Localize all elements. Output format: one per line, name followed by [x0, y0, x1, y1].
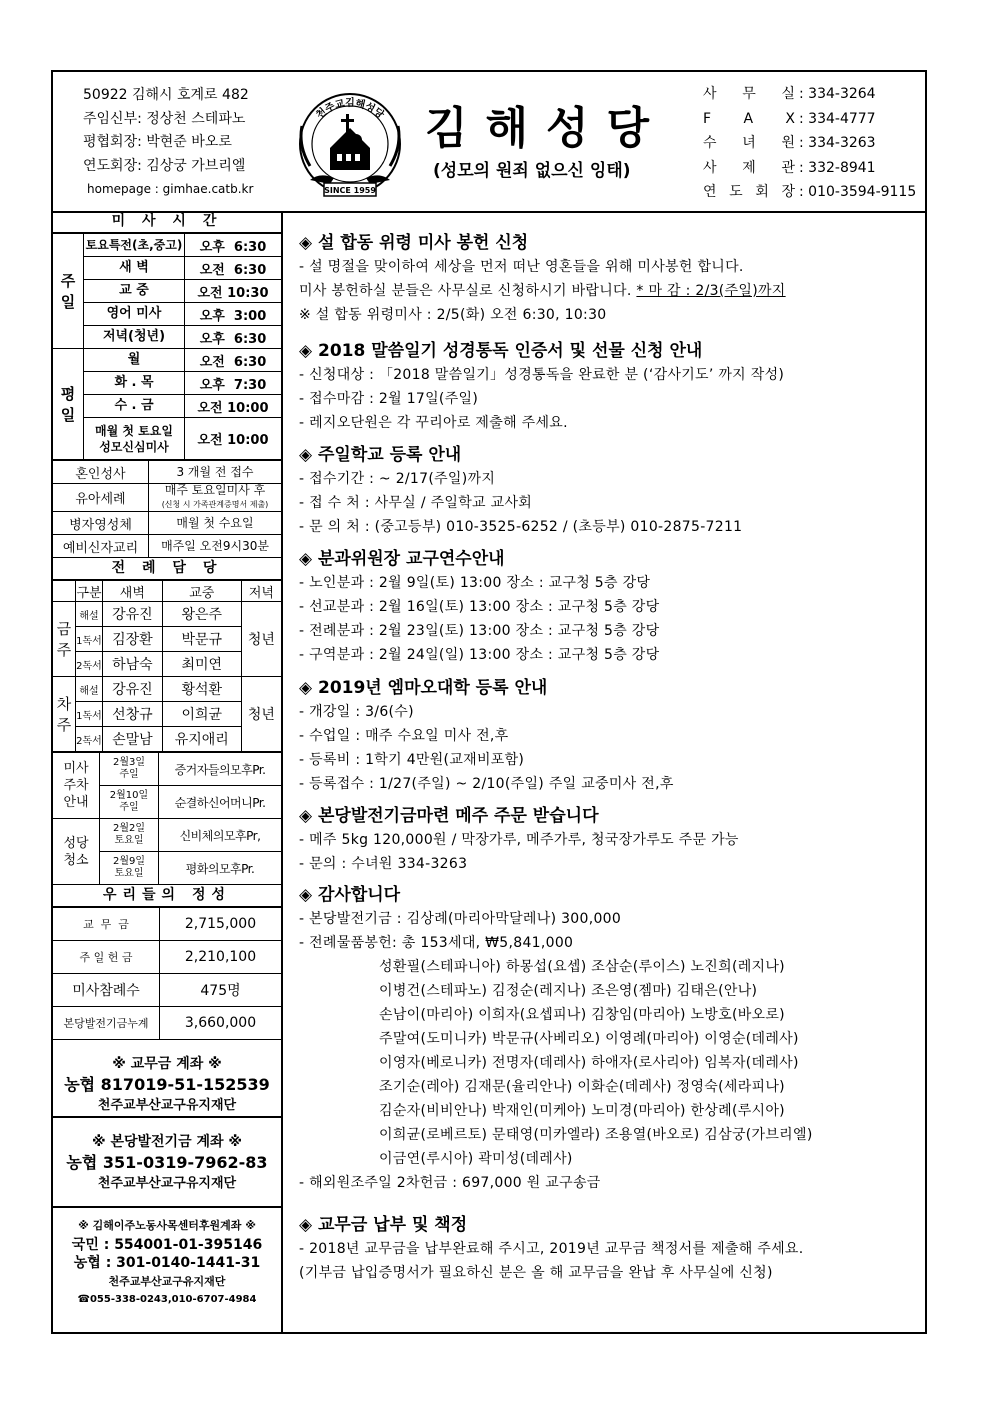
mass-time: 오전 10:00	[185, 395, 282, 418]
sacrament-value: 매주 토요일미사 후 (신청 시 가족관계증명서 제출)	[149, 484, 282, 512]
left-sidebar	[53, 211, 283, 1334]
liturgy-week-label: 금 주	[53, 602, 76, 677]
notice-deadline: * 마 감 : 2/3(주일)까지	[636, 283, 786, 299]
offering-value: 2,210,100	[160, 941, 282, 974]
offerings-table	[53, 907, 281, 1040]
sacrament-value: 3 개월 전 접수	[149, 461, 282, 484]
mass-time: 오후 6:30	[185, 234, 282, 257]
notice-line: - 레지오단원은 각 꾸리아로 제출해 주세요.	[299, 415, 568, 431]
notice-section	[299, 1213, 804, 1285]
liturgy-dawn: 강유진	[103, 677, 163, 702]
contact-value: : 332-8941	[799, 159, 876, 176]
offering-name: 주 일 헌 금	[53, 941, 160, 974]
notice-title: ◈ 2018 말씀일기 성경통독 인증서 및 선물 신청 안내	[299, 341, 703, 361]
liturgy-dawn: 김장환	[103, 627, 163, 652]
liturgy-dawn: 하남숙	[103, 652, 163, 677]
contact-label-char: 무	[742, 86, 756, 102]
duty-group: 순결하신어머니Pr.	[159, 786, 282, 819]
notice-line: - 문의 : 수녀원 334-3263	[299, 856, 468, 872]
address: 50922 김해시 호계로 482	[83, 87, 249, 103]
notice-line: - 본당발전기금 : 김상례(마리아막달레나) 300,000	[299, 911, 622, 927]
liturgy-role: 해설	[76, 677, 103, 702]
offering-name: 본당발전기금누계	[53, 1007, 160, 1040]
mass-row	[53, 372, 281, 395]
notice-line: (기부금 납입증명서가 필요하신 분은 올 해 교무금을 완납 후 사무실에 신청)	[299, 1265, 773, 1281]
mass-row	[53, 418, 281, 460]
notice-title: ◈ 교무금 납부 및 책정	[299, 1215, 468, 1235]
notice-title: ◈ 2019년 엠마오대학 등록 안내	[299, 678, 548, 698]
donor-line: 이금연(루시아) 곽미성(데레사)	[379, 1151, 573, 1167]
mass-name: 영어 미사	[84, 303, 185, 326]
account-title: ※ 본당발전기금 계좌 ※	[91, 1134, 243, 1150]
notice-section	[299, 804, 739, 876]
donor-line: 이병건(스테파노) 김정순(레지나) 조은영(젬마) 김태은(안나)	[379, 983, 758, 999]
offering-row	[53, 941, 281, 974]
notice-section	[299, 231, 786, 327]
mass-time: 오전 10:00	[185, 418, 282, 460]
duty-label: 성당 청소	[53, 819, 100, 885]
contact-label	[703, 82, 795, 107]
liturgy-main: 박문규	[162, 627, 241, 652]
contact-label-char: 도	[729, 184, 743, 200]
contact-row	[703, 180, 916, 205]
mass-row	[53, 303, 281, 326]
contact-label-char: 회	[755, 184, 769, 200]
account-number: 농협 : 301-0140-1441-31	[73, 1255, 261, 1271]
liturgy-evening: 청년	[241, 602, 281, 677]
bulletin-frame	[51, 70, 927, 1334]
duty-row	[53, 819, 281, 852]
donor-line: 이희균(로베르토) 문태영(미카엘라) 조용열(바오로) 김삼궁(가브리엘)	[379, 1127, 813, 1143]
notice-section	[299, 547, 659, 667]
liturgy-dawn: 강유진	[103, 602, 163, 627]
liturgy-row	[53, 677, 281, 702]
account-box	[53, 1208, 281, 1318]
notice-line: 미사 봉헌하실 분들은 사무실로 신청하시기 바랍니다. * 마 감 : 2/3(주일)까지	[299, 283, 786, 299]
duty-date: 2월9일 토요일	[100, 852, 159, 885]
offering-value: 3,660,000	[160, 1007, 282, 1040]
sacrament-value: 매월 첫 수요일	[149, 512, 282, 535]
contact-label-char: 원	[781, 135, 795, 151]
account-title: ※ 김해이주노동사목센터후원계좌 ※	[78, 1219, 256, 1232]
liturgy-header: 저녁	[241, 581, 281, 602]
offering-name: 교 무 금	[53, 908, 160, 941]
mass-name: 월	[84, 349, 185, 372]
contact-value: : 010-3594-9115	[799, 184, 917, 200]
donor-line: 이영자(베로니카) 전명자(데레사) 하애자(로사리아) 임복자(데레사)	[379, 1055, 799, 1071]
account-box	[53, 1040, 281, 1118]
sacrament-note: (신청 시 가족관계증명서 제출)	[161, 500, 269, 509]
contact-label-char: 장	[781, 184, 795, 200]
liturgy-role: 2독서	[76, 727, 103, 752]
notice-title: ◈ 본당발전기금마련 메주 주문 받습니다	[299, 806, 599, 826]
notice-line: - 신청대상 : 「2018 말씀일기」성경통독을 완료한 분 (‘감사기도’ 까지 작성)	[299, 367, 785, 383]
mass-name: 매월 첫 토요일 성모신심미사	[84, 418, 185, 460]
svg-text:천주교김해성당	[313, 96, 387, 121]
contact-label-char: 사	[703, 86, 717, 102]
duty-label: 미사 주차 안내	[53, 753, 100, 819]
notice-line: - 전례물품봉헌: 총 153세대, ₩5,841,000	[299, 935, 574, 951]
elder-chair: 연도회장: 김상궁 가브리엘	[83, 157, 246, 174]
mass-row	[53, 395, 281, 418]
contact-label-char: 녀	[742, 135, 756, 151]
sacrament-name: 예비신자교리	[53, 535, 149, 558]
notice-line: - 등록비 : 1학기 4만원(교재비포함)	[299, 752, 525, 768]
duty-table	[53, 752, 281, 885]
notice-line: - 접 수 처 : 사무실 / 주일학교 교사회	[299, 495, 533, 511]
contact-row	[703, 107, 916, 132]
mass-name: 화 . 목	[84, 372, 185, 395]
liturgy-header-row	[53, 581, 281, 602]
duty-group: 신비체의모후Pr,	[159, 819, 282, 852]
contact-row	[703, 131, 916, 156]
liturgy-row	[53, 602, 281, 627]
notice-line: - 전례분과 : 2월 23일(토) 13:00 장소 : 교구청 5층 강당	[299, 623, 660, 639]
account-number: 국민 : 554001-01-395146	[71, 1237, 263, 1253]
pastor: 주임신부: 정상천 스테파노	[83, 110, 246, 127]
liturgy-dawn: 선창규	[103, 702, 163, 727]
contact-label-char: 사	[703, 159, 717, 176]
offering-value: 475명	[160, 974, 282, 1007]
notice-line: - 선교분과 : 2월 16일(토) 13:00 장소 : 교구청 5층 강당	[299, 599, 660, 615]
accounts	[53, 1040, 281, 1318]
notice-line: - 접수기간 : ~ 2/17(주일)까지	[299, 471, 496, 487]
notice-title: ◈ 감사합니다	[299, 885, 401, 905]
offering-row	[53, 908, 281, 941]
duty-date: 2월3일 주일	[100, 753, 159, 786]
mass-time: 오후 7:30	[185, 372, 282, 395]
notice-section	[299, 676, 674, 796]
contact-label-char: 수	[703, 135, 717, 151]
duty-group: 평화의모후Pr.	[159, 852, 282, 885]
logo-bottom-text: SINCE 1959	[324, 186, 376, 195]
liturgy-header-blank	[53, 581, 76, 602]
notice-line: - 2018년 교무금을 납부완료해 주시고, 2019년 교무금 책정서를 제출해 주세요.	[299, 1241, 804, 1257]
duty-date: 2월2일 토요일	[100, 819, 159, 852]
council-chair: 평협회장: 박현준 바오로	[83, 134, 232, 150]
offering-name: 미사참례수	[53, 974, 160, 1007]
account-owner: 천주교부산교구유지재단	[97, 1176, 237, 1191]
account-owner: 천주교부산교구유지재단	[108, 1275, 226, 1288]
mass-schedule-table	[53, 233, 281, 460]
contact-label-char: F	[703, 110, 712, 127]
homepage: homepage : gimhae.catb.kr	[87, 182, 254, 196]
notice-line: - 설 명절을 맞이하여 세상을 먼저 떠난 영혼들을 위해 미사봉헌 합니다.	[299, 259, 744, 275]
offering-row	[53, 1007, 281, 1040]
parish-info	[83, 84, 253, 202]
account-number: 농협 817019-51-152539	[64, 1075, 270, 1094]
duty-date: 2월10일 주일	[100, 786, 159, 819]
notice-line: - 문 의 처 : (중고등부) 010-3525-6252 / (초등부) 010-2875-7211	[299, 519, 743, 535]
contact-label	[703, 180, 795, 205]
liturgy-role: 1독서	[76, 702, 103, 727]
mass-row	[53, 326, 281, 349]
liturgy-role: 1독서	[76, 627, 103, 652]
mass-group-label: 평 일	[53, 349, 84, 460]
notice-title: ◈ 분과위원장 교구연수안내	[299, 549, 505, 569]
donor-line: 김순자(비비안나) 박재인(미케아) 노미경(마리아) 한상례(루시아)	[379, 1103, 785, 1119]
mass-schedule-title: 미 사 시 간	[53, 211, 281, 233]
contact-label-char: A	[743, 110, 754, 127]
liturgy-main: 유지애리	[162, 727, 241, 752]
contact-label-char: 실	[781, 86, 795, 102]
sacrament-row	[53, 461, 281, 484]
liturgy-role: 해설	[76, 602, 103, 627]
notice-section	[299, 443, 742, 539]
mass-row	[53, 234, 281, 257]
notice-line: - 해외원조주일 2차헌금 : 697,000 원 교구송금	[299, 1175, 601, 1191]
contact-label	[703, 131, 795, 156]
sacrament-value: 매주일 오전9시30분	[149, 535, 282, 558]
parish-title: 김해성당	[425, 103, 668, 154]
liturgy-main: 이희균	[162, 702, 241, 727]
sacrament-name: 유아세례	[53, 484, 149, 512]
mass-name: 저녁(청년)	[84, 326, 185, 349]
liturgy-role: 2독서	[76, 652, 103, 677]
donor-line: 조기순(레아) 김재문(율리안나) 이화순(데레사) 정영숙(세라피나)	[379, 1079, 785, 1095]
mass-time: 오후 6:30	[185, 326, 282, 349]
mass-row	[53, 257, 281, 280]
contact-label	[703, 156, 795, 181]
notice-section	[299, 339, 784, 435]
contact-label-char: 제	[742, 159, 756, 176]
notice-line: - 개강일 : 3/6(수)	[299, 704, 414, 720]
duty-row	[53, 753, 281, 786]
account-owner: 천주교부산교구유지재단	[97, 1098, 237, 1113]
mass-name: 수 . 금	[84, 395, 185, 418]
liturgy-title: 전 례 담 당	[53, 558, 281, 580]
notice-line: - 구역분과 : 2월 24일(일) 13:00 장소 : 교구청 5층 강당	[299, 647, 660, 663]
liturgy-dawn: 손말남	[103, 727, 163, 752]
sacrament-name: 혼인성사	[53, 461, 149, 484]
donor-line: 성환필(스테파니아) 하몽섭(요셉) 조삼순(루이스) 노진희(레지나)	[379, 959, 785, 975]
sacrament-row	[53, 535, 281, 558]
liturgy-header: 구분	[76, 581, 103, 602]
notice-line: - 노인분과 : 2월 9일(토) 13:00 장소 : 교구청 5층 강당	[299, 575, 651, 591]
contact-value: : 334-3263	[799, 135, 876, 151]
account-phone: ☎055-338-0243,010-6707-4984	[77, 1294, 257, 1305]
mass-row	[53, 280, 281, 303]
contact-list	[703, 82, 916, 205]
liturgy-evening: 청년	[241, 677, 281, 752]
liturgy-header: 새벽	[103, 581, 163, 602]
contact-value: : 334-4777	[799, 110, 876, 127]
donor-line: 손남이(마리아) 이희자(요셉피나) 김창임(마리아) 노방호(바오로)	[379, 1007, 785, 1023]
notice-line: - 메주 5kg 120,000원 / 막장가루, 메주가루, 청국장가루도 주문 가능	[299, 832, 739, 848]
offering-row	[53, 974, 281, 1007]
contact-row	[703, 156, 916, 181]
notice-title: ◈ 설 합동 위령 미사 봉헌 신청	[299, 233, 529, 253]
notice-line: - 등록접수 : 1/27(주일) ~ 2/10(주일) 주일 교중미사 전,후	[299, 776, 674, 792]
parish-logo-icon	[290, 86, 410, 204]
mass-name: 교 중	[84, 280, 185, 303]
mass-name: 토요특전(초,중고)	[84, 234, 185, 257]
liturgy-main: 황석환	[162, 677, 241, 702]
notice-line: - 접수마감 : 2월 17일(주일)	[299, 391, 479, 407]
contact-label-char: 관	[781, 159, 795, 176]
contact-value: : 334-3264	[799, 86, 876, 102]
account-number: 농협 351-0319-7962-83	[66, 1153, 268, 1172]
contact-label-char: 연	[703, 184, 717, 200]
duty-group: 증거자들의모후Pr.	[159, 753, 282, 786]
account-title: ※ 교무금 계좌 ※	[112, 1056, 222, 1072]
donor-line: 주말여(도미니카) 박문규(사베리오) 이영례(마리아) 이영순(데레사)	[379, 1031, 799, 1047]
mass-time: 오전 6:30	[185, 257, 282, 280]
notice-section	[299, 883, 813, 1195]
liturgy-week-label: 차 주	[53, 677, 76, 752]
offering-value: 2,715,000	[160, 908, 282, 941]
mass-row	[53, 349, 281, 372]
account-box	[53, 1118, 281, 1208]
parish-subtitle: (성모의 원죄 없으신 잉태)	[433, 161, 631, 181]
mass-name: 새 벽	[84, 257, 185, 280]
mass-time: 오전 10:30	[185, 280, 282, 303]
mass-time: 오후 3:00	[185, 303, 282, 326]
contact-label	[703, 107, 795, 132]
contact-row	[703, 82, 916, 107]
notice-title: ◈ 주일학교 등록 안내	[299, 445, 462, 465]
sacrament-table	[53, 460, 281, 558]
sacrament-name: 병자영성체	[53, 512, 149, 535]
mass-group-label: 주 일	[53, 234, 84, 349]
contact-label-char: X	[785, 110, 795, 127]
liturgy-header: 교중	[162, 581, 241, 602]
notice-line: - 수업일 : 매주 수요일 미사 전,후	[299, 728, 509, 744]
liturgy-main: 왕은주	[162, 602, 241, 627]
notice-line: ※ 설 합동 위령미사 : 2/5(화) 오전 6:30, 10:30	[299, 307, 607, 323]
mass-time: 오전 6:30	[185, 349, 282, 372]
offerings-title: 우리들의 정성	[53, 885, 281, 907]
sacrament-row	[53, 512, 281, 535]
liturgy-main: 최미연	[162, 652, 241, 677]
bulletin-header	[53, 72, 925, 213]
sacrament-row	[53, 484, 281, 512]
logo-top-text: 천주교김해성당	[314, 98, 386, 122]
liturgy-table	[53, 580, 281, 752]
